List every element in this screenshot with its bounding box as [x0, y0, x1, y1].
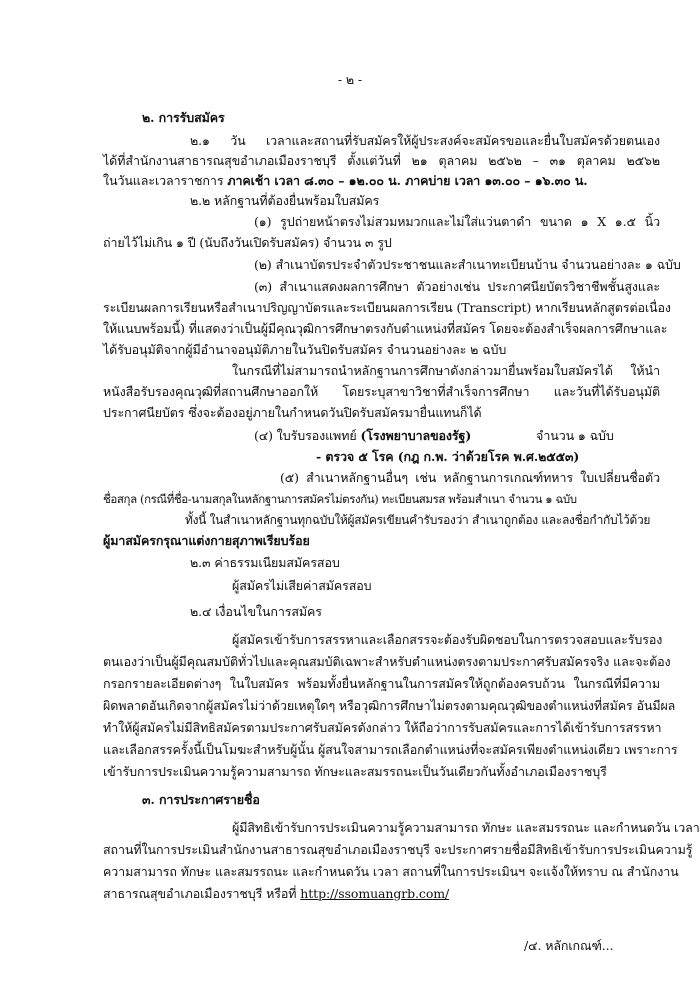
s22-item3-line3: ให้แนบพร้อมนี้) ที่แสดงว่าเป็นผู้มีคุณวุฒิการศึกษาตรงกับตำแหน่งที่สมัคร โดยจะต้องสำเร็จผลการศึกษาและ: [103, 321, 668, 336]
s22-item1-line1: (๑) รูปถ่ายหน้าตรงไม่สวมหมวกและไม่ใส่แว่นตาดำ ขนาด ๑ X ๑.๕ นิ้ว: [254, 214, 660, 229]
s24-heading: ๒.๔ เงื่อนไขในการสมัคร: [190, 604, 322, 619]
s3-line1: ผู้มีสิทธิเข้ารับการประเมินความรู้ความสามารถ ทักษะ และสมรรถนะ และกำหนดวัน เวลา: [232, 820, 700, 835]
s24-line5: ทำให้ผู้สมัครไม่มีสิทธิสมัครตามประกาศรับสมัครดังกล่าว ให้ถือว่าการรับสมัครและการได้เข้ารับการสรรหา: [103, 720, 662, 735]
s22-item4-hospital: (โรงพยาบาลของรัฐ): [360, 428, 472, 443]
s3-line4-text: สาธารณสุขอำเภอเมืองราชบุรี หรือที่: [103, 886, 301, 901]
s22-item3-line1: (๓) สำเนาแสดงผลการศึกษา ตัวอย่างเช่น ประกาศนียบัตรวิชาชีพชั้นสูงและ: [254, 279, 660, 294]
s24-line4: ผิดพลาดอันเกิดจากผู้สมัครไม่ว่าด้วยเหตุใดๆ หรือวุฒิการศึกษาไม่ตรงตามคุณวุฒิของตำแหน่งที่สมัคร อันมีผล: [103, 698, 676, 713]
s22-certify-line1: ทั้งนี้ ในสำเนาหลักฐานทุกฉบับให้ผู้สมัครเขียนคำรับรองว่า สำเนาถูกต้อง และลงชื่อกำกับไว้ด้วย: [185, 513, 651, 527]
s21-line3-text: ในวันและเวลาราชการ: [103, 173, 228, 188]
section-2-heading: ๒. การรับสมัคร: [142, 110, 225, 125]
continuation-note: /๔. หลักเกณฑ์...: [524, 938, 614, 953]
s22-item4: [254, 428, 471, 444]
s21-line3: [103, 173, 588, 189]
s21-line2: ได้ที่สำนักงานสาธารณสุขอำเภอเมืองราชบุรี ตั้งแต่วันที่ ๒๑ ตุลาคม ๒๕๖๒ – ๓๑ ตุลาคม ๒๕๖๒: [103, 153, 660, 168]
s3-line3: ความสามารถ ทักษะ และสมรรถนะ และกำหนดวัน เวลา สถานที่ในการประเมินฯ จะแจ้งให้ทราบ ณ สำนักงาน: [103, 864, 679, 879]
section-3-heading: ๓. การประกาศรายชื่อ: [142, 792, 260, 807]
website-link[interactable]: http://ssomuangrb.com/: [300, 886, 450, 901]
s24-line6: และเลือกสรรครั้งนี้เป็นโมฆะสำหรับผู้นั้น ผู้สนใจสามารถเลือกตำแหน่งที่จะสมัครเพียงตำแหน่งเดียว เพราะการ: [103, 742, 678, 757]
s21-office-hours: ภาคเช้า เวลา ๘.๓๐ – ๑๒.๐๐ น. ภาคบ่าย เวลา ๑๓.๐๐ – ๑๖.๓๐ น.: [227, 173, 588, 188]
s22-item3-note2: หนังสือรับรองคุณวุฒิที่สถานศึกษาออกให้ โดยระบุสาขาวิชาที่สำเร็จการศึกษา และวันที่ได้รับอนุมัติ: [103, 384, 660, 399]
s22-dress-code: ผู้มาสมัครกรุณาแต่งกายสุภาพเรียบร้อย: [103, 533, 310, 548]
page-number: - ๒ -: [337, 72, 363, 87]
s22-item3-line4: ได้รับอนุมัติจากผู้มีอำนาจอนุมัติภายในวันปิดรับสมัคร จำนวนอย่างละ ๒ ฉบับ: [103, 342, 507, 357]
s22-item3-note1: ในกรณีที่ไม่สามารถนำหลักฐานการศึกษาดังกล่าวมายื่นพร้อมใบสมัครได้ ให้นำ: [232, 363, 660, 378]
s24-line3: กรอกรายละเอียดต่างๆ ในใบสมัคร พร้อมทั้งยื่นหลักฐานในการสมัครให้ถูกต้องครบถ้วน ในกรณีที่มีความ: [103, 676, 660, 691]
s3-line2: สถานที่ในการประเมินสำนักงานสาธารณสุขอำเภอเมืองราชบุรี จะประกาศรายชื่อมีสิทธิเข้ารับการประเมินความรู้: [103, 842, 693, 857]
s21-line1: ๒.๑ วัน เวลาและสถานที่รับสมัครให้ผู้ประสงค์จะสมัครขอและยื่นใบสมัครด้วยตนเอง: [190, 133, 660, 148]
s22-item1-line2: ถ่ายไว้ไม่เกิน ๑ ปี (นับถึงวันเปิดรับสมัคร) จำนวน ๓ รูป: [103, 235, 392, 250]
s24-line1: ผู้สมัครเข้ารับการสรรหาและเลือกสรรจะต้องรับผิดชอบในการตรวจสอบและรับรอง: [232, 632, 663, 647]
s22-item4-count: จำนวน ๑ ฉบับ: [536, 428, 614, 443]
s24-line2: ตนเองว่าเป็นผู้มีคุณสมบัติทั่วไปและคุณสมบัติเฉพาะสำหรับตำแหน่งตรงตามประกาศรับสมัครจริง และจะต้อง: [103, 654, 671, 669]
s22-item5-line1: (๕) สำเนาหลักฐานอื่นๆ เช่น หลักฐานการเกณฑ์ทหาร ใบเปลี่ยนชื่อตัว: [280, 470, 660, 485]
s22-item5-line2: ชื่อสกุล (กรณีที่ชื่อ-นามสกุลในหลักฐานการสมัครไม่ตรงกัน) ทะเบียนสมรส พร้อมสำเนา จำนวน ๑ ฉบับ: [103, 492, 577, 506]
s22-item2: (๒) สำเนาบัตรประจำตัวประชาชนและสำเนาทะเบียนบ้าน จำนวนอย่างละ ๑ ฉบับ: [254, 257, 681, 272]
s22-item3-note3: ประกาศนียบัตร ซึ่งจะต้องอยู่ภายในกำหนดวันปิดรับสมัครมายื่นแทนก็ได้: [103, 405, 482, 420]
s23-text: ผู้สมัครไม่เสียค่าสมัครสอบ: [232, 578, 372, 593]
s22-item4-checkup: - ตรวจ ๕ โรค (กฎ ก.พ. ว่าด้วยโรค พ.ศ.๒๕๕๓): [316, 449, 580, 464]
s22-item3-line2: ระเบียนผลการเรียนหรือสำเนาปริญญาบัตรและระเบียนผลการเรียน (Transcript) หากเรียนหลักสูตรต่อเนื่อง: [103, 300, 671, 315]
s3-line4: [103, 886, 449, 902]
s22-item4-text: (๔) ใบรับรองแพทย์: [254, 428, 361, 443]
s24-line7: เข้ารับการประเมินความรู้ความสามารถ ทักษะและสมรรถนะเป็นวันเดียวกันทั้งอำเภอเมืองราชบุรี: [103, 764, 607, 779]
s23-heading: ๒.๓ ค่าธรรมเนียมสมัครสอบ: [190, 555, 340, 570]
s22-heading: ๒.๒ หลักฐานที่ต้องยื่นพร้อมใบสมัคร: [190, 193, 380, 208]
